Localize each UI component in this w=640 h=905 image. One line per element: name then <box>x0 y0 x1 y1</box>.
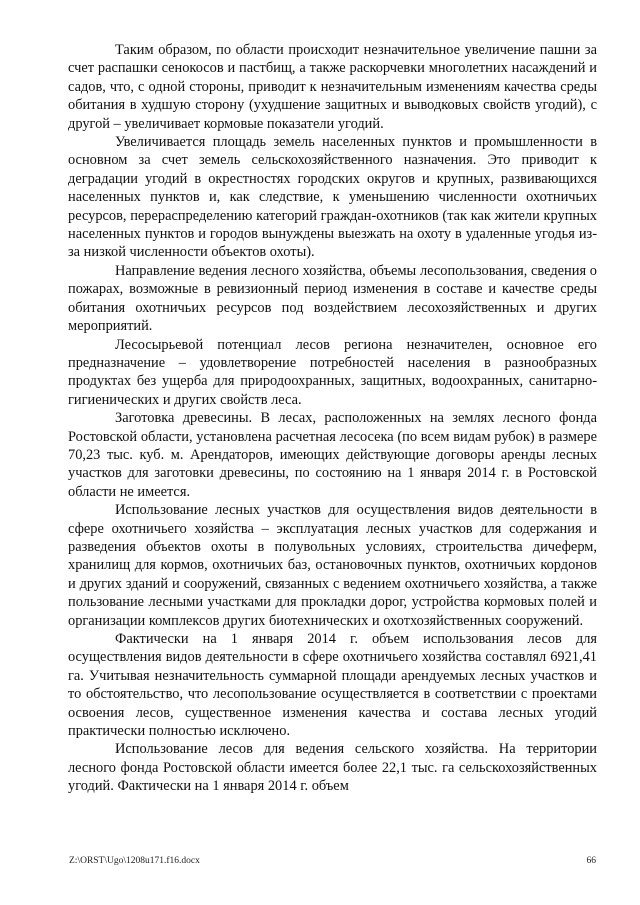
paragraph: Таким образом, по области происходит незначительное увеличение пашни за счет распашки сенокосов и пастбищ, а также раскорчевки многолетних насаждений и садов, что, с одной стороны, приводит к незначительным изменениям качества среды обитания в худшую сторону (ухудшение защитных и выводковых свойств угодий), с другой – увеличивает кормовые показатели угодий. <box>68 42 597 132</box>
paragraph: Использование лесных участков для осуществления видов деятельности в сфере охотничьего хозяйства – эксплуатация лесных участков для содержания и разведения объектов охоты в полувольных условиях, строительства дичеферм, хранилищ для кормов, охотничьих баз, остановочных пунктов, охотничьих кордонов и других зданий и сооружений, связанных с ведением охотничьего хозяйства, а также пользование лесными участками для прокладки дорог, устройства кормовых полей и организации комплексов других биотехнических и охотхозяйственных сооружений. <box>68 502 597 629</box>
paragraph: Заготовка древесины. В лесах, расположенных на землях лесного фонда Ростовской области, установлена расчетная лесосека (по всем видам рубок) в размере 70,23 тыс. куб. м. Арендаторов, имеющих действующие договоры аренды лесных участков для заготовки древесины, по состоянию на 1 января 2014 г. в Ростовской области не имеется. <box>68 410 597 500</box>
paragraph: Увеличивается площадь земель населенных пунктов и промышленности в основном за счет земель сельскохозяйственного назначения. Это приводит к деградации угодий в окрестностях городских округов и крупных, развивающихся населенных пунктов и, как следствие, к уменьшению численности охотничьих ресурсов, перераспределению категорий граждан-охотников (так как жители крупных населенных пунктов и городов вынуждены выезжать на охоту в удаленные угодья из-за низкой численности объектов охоты). <box>68 134 597 261</box>
paragraph: Лесосырьевой потенциал лесов региона незначителен, основное его предназначение – удовлетворение потребностей населения в разнообразных продуктах без ущерба для природоохранных, защитных, водоохранных, санитарно-гигиенических и других свойств леса. <box>68 336 597 408</box>
paragraph: Использование лесов для ведения сельского хозяйства. На территории лесного фонда Ростовской области имеется более 22,1 тыс. га сельскохозяйственных угодий. Фактически на 1 января 2014 г. объем <box>68 741 597 795</box>
paragraph: Фактически на 1 января 2014 г. объем использования лесов для осуществления видов деятельности в сфере охотничьего хозяйства составлял 6921,41 га. Учитывая незначительность суммарной площади арендуемых лесных участков и то обстоятельство, что лесопользование осуществляется в соответствии с проектами освоения лесов, существенное изменения качества и состава лесных угодий практически полностью исключено. <box>68 631 597 740</box>
footer-file-path: Z:\ORST\Ugo\1208u171.f16.docx <box>69 856 200 866</box>
paragraph: Направление ведения лесного хозяйства, объемы лесопользования, сведения о пожарах, возможные в ревизионный период изменения в составе и качестве среды обитания охотничьих ресурсов под воздействием лесохозяйственных и других мероприятий. <box>68 262 597 335</box>
document-body <box>68 41 597 796</box>
page-number: 66 <box>586 856 596 866</box>
